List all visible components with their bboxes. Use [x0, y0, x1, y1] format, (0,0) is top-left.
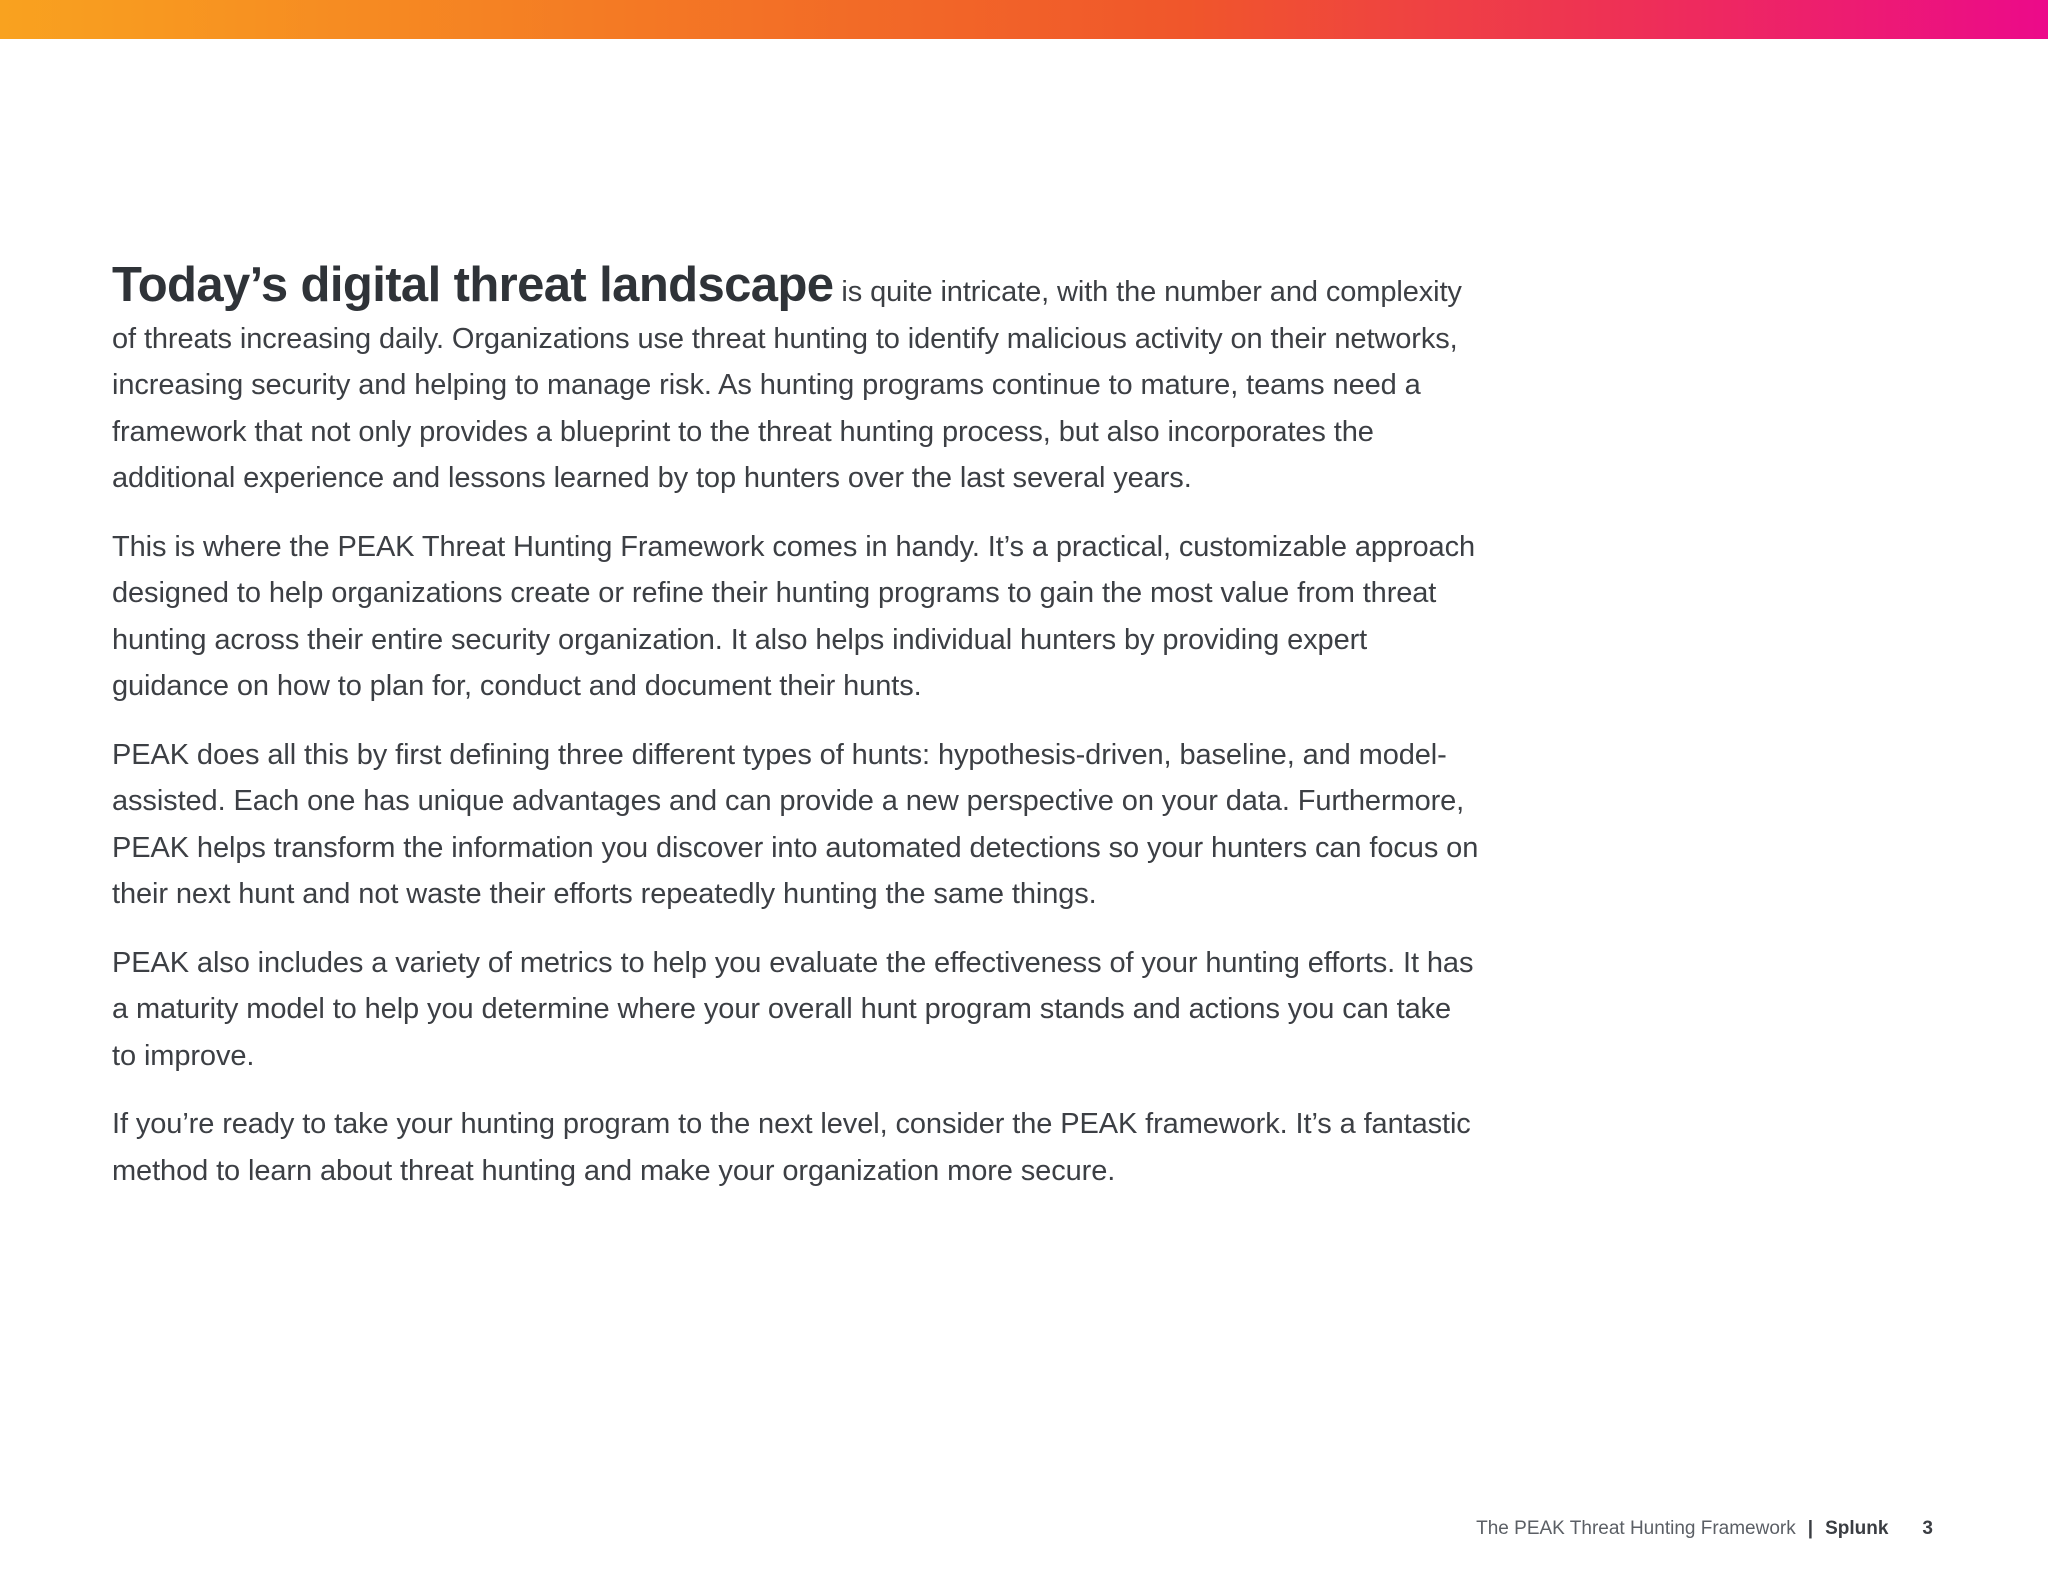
body-paragraph: PEAK does all this by first defining three different types of hunts: hypothesis-driven, baseline, and model-assisted. Each one has unique advantages and can provide a new perspective on your data. Furthermore, PEAK helps transform the information you discover into automated detections so your hunters can focus on their next hunt and not waste their efforts repeatedly hunting the same things.: [112, 738, 1479, 910]
intro-paragraph: [112, 258, 1482, 502]
footer-doc-title: The PEAK Threat Hunting Framework: [1476, 1518, 1796, 1539]
intro-text: is quite intricate, with the number and complexity of threats increasing daily. Organizations use threat hunting to identify malicious activity on their networks, increasing security and helping to manage risk. As hunting programs continue to mature, teams need a framework that not only provides a blueprint to the threat hunting process, but also incorporates the additional experience and lessons learned by top hunters over the last several years.: [112, 276, 1462, 494]
body-paragraph: If you’re ready to take your hunting program to the next level, consider the PEAK framework. It’s a fantastic method to learn about threat hunting and make your organization more secure.: [112, 1108, 1471, 1187]
page-footer: [1476, 1514, 1933, 1544]
brand-gradient-bar: [0, 0, 2048, 39]
footer-separator: |: [1807, 1518, 1814, 1539]
body-paragraph: This is where the PEAK Threat Hunting Framework comes in handy. It’s a practical, customizable approach designed to help organizations create or refine their hunting programs to gain the most value from threat hunting across their entire security organization. It also helps individual hunters by providing expert guidance on how to plan for, conduct and document their hunts.: [112, 530, 1475, 702]
lead-heading: Today’s digital threat landscape: [112, 258, 834, 312]
footer-brand: Splunk: [1825, 1518, 1889, 1539]
body-paragraph: PEAK also includes a variety of metrics to help you evaluate the effectiveness of your hunting efforts. It has a maturity model to help you determine where your overall hunt program stands and actions you can take to improve.: [112, 946, 1474, 1072]
main-content: [112, 258, 1482, 1216]
page-number: 3: [1922, 1518, 1933, 1539]
